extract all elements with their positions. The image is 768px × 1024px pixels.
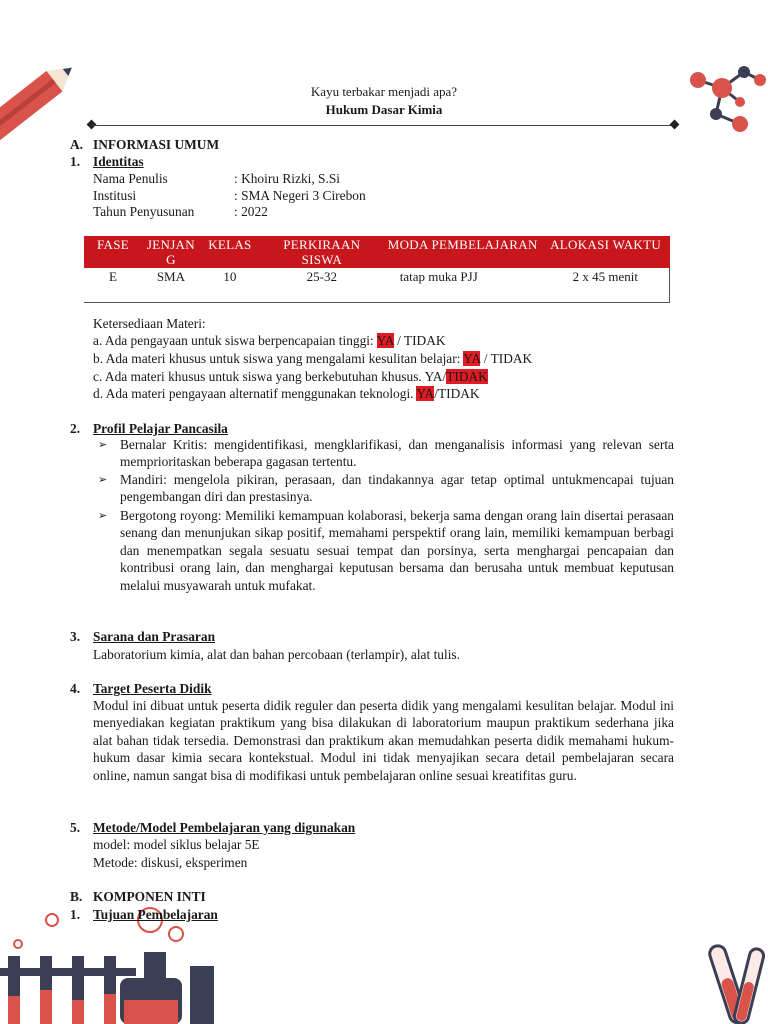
title-divider: [92, 125, 674, 126]
ketersediaan-c: [93, 368, 488, 386]
table-cell: SMA: [142, 268, 200, 303]
tujuan-number: 1.: [70, 907, 81, 922]
table-row: [84, 268, 670, 303]
bullet-arrow-icon: ➢: [98, 510, 108, 522]
bullet-arrow-icon: ➢: [98, 474, 108, 486]
sarana-text: Laboratorium kimia, alat dan bahan percobaan (terlampir), alat tulis.: [93, 647, 460, 662]
identitas-label-tahun: Tahun Penyusunan: [93, 204, 195, 219]
metode-metode: Metode: diskusi, eksperimen: [93, 855, 248, 870]
document-subtitle: Kayu terbakar menjadi apa?: [310, 84, 458, 99]
highlight-ya: YA: [463, 351, 481, 366]
ketersediaan-d-rest: /TIDAK: [434, 386, 480, 401]
ketersediaan-b: [93, 350, 532, 368]
table-cell: 2 x 45 menit: [542, 268, 670, 303]
table-header-cell: JENJAN G: [142, 236, 200, 268]
table-header-cell: ALOKASI WAKTU: [542, 236, 670, 268]
table-cell: 10: [200, 268, 260, 303]
bullet-arrow-icon: ➢: [98, 439, 108, 451]
test-tubes-icon: [704, 938, 768, 1024]
divider-right-marker: [670, 120, 680, 130]
identitas-label-institusi: Institusi: [93, 188, 137, 203]
table-header-cell: FASE: [84, 236, 142, 268]
ketersediaan-d-text: d. Ada materi pengayaan alternatif menggunakan teknologi.: [93, 386, 417, 401]
info-table-header: [84, 236, 670, 268]
ketersediaan-b-text: b. Ada materi khusus untuk siswa yang mengalami kesulitan belajar:: [93, 351, 464, 366]
target-text: Modul ini dibuat untuk peserta didik reguler dan peserta didik yang mengalami kesulitan belajar. Modul ini menyediakan kegiatan praktikum yang bisa dilakukan di laboratorium maupun praktikum sederhana jika alat bahan tidak tersedia. Demonstrasi dan praktikum akan memudahkan peserta didik memahami hukum-hukum dasar kimia secara kontekstual. Modul ini tidak menyajikan secara detail pembelajaran secara online, namun sangat bisa di modifikasi untuk pembelajaran online sesuai kreatifitas guru.: [93, 698, 674, 783]
identitas-label-penulis: Nama Penulis: [93, 171, 168, 186]
document-title: Hukum Dasar Kimia: [325, 102, 443, 117]
section-a-title: INFORMASI UMUM: [93, 137, 220, 152]
table-cell: E: [84, 268, 142, 303]
sarana-number: 3.: [70, 629, 81, 644]
info-table: [84, 236, 670, 303]
table-cell: tatap muka PJJ: [384, 268, 542, 303]
profil-heading: Profil Pelajar Pancasila: [93, 421, 228, 436]
sarana-heading: Sarana dan Prasaran: [93, 629, 216, 644]
target-number: 4.: [70, 681, 81, 696]
identitas-value-penulis: : Khoiru Rizki, S.Si: [234, 171, 341, 186]
identitas-number: 1.: [70, 154, 81, 169]
ketersediaan-a-text: a. Ada pengayaan untuk siswa berpencapaian tinggi:: [93, 333, 377, 348]
ketersediaan-d: [93, 385, 480, 403]
section-b-label: B.: [70, 889, 83, 904]
ketersediaan-c-text: c. Ada materi khusus untuk siswa yang berkebutuhan khusus. YA/: [93, 369, 447, 384]
section-a-label: A.: [70, 137, 84, 152]
section-b-title: KOMPONEN INTI: [93, 889, 206, 904]
ketersediaan-a-rest: / TIDAK: [393, 333, 446, 348]
highlight-ya: YA: [416, 386, 435, 401]
identitas-value-tahun: : 2022: [234, 204, 268, 219]
table-header-cell: MODA PEMBELAJARAN: [384, 236, 542, 268]
table-cell: 25-32: [260, 268, 384, 303]
tujuan-heading: Tujuan Pembelajaran: [93, 907, 218, 922]
identitas-value-institusi: : SMA Negeri 3 Cirebon: [234, 188, 366, 203]
highlight-tidak: TIDAK: [446, 369, 488, 384]
table-header-cell: KELAS: [200, 236, 260, 268]
profil-item: Bernalar Kritis: mengidentifikasi, mengklarifikasi, dan menganalisis informasi yang relevan serta memprioritaskan beberapa gagasan tertentu.: [120, 437, 674, 470]
highlight-ya: YA: [376, 333, 394, 348]
metode-heading: Metode/Model Pembelajaran yang digunakan: [93, 820, 356, 835]
ketersediaan-heading: Ketersediaan Materi:: [93, 316, 206, 331]
identitas-heading: Identitas: [93, 154, 144, 169]
table-header-cell: PERKIRAAN SISWA: [260, 236, 384, 268]
profil-number: 2.: [70, 421, 81, 436]
ketersediaan-a: [93, 332, 446, 350]
profil-item: Mandiri: mengelola pikiran, perasaan, dan tindakannya agar tetap optimal untukmencapai tujuan pengembangan diri dan prestasinya.: [120, 472, 674, 505]
target-heading: Target Peserta Didik: [93, 681, 212, 696]
metode-model: model: model siklus belajar 5E: [93, 837, 260, 852]
profil-item: Bergotong royong: Memiliki kemampuan kolaborasi, bekerja sama dengan orang lain disertai perasaan senang dan menunjukan sikap positif, memahami perspektif orang lain, memiliki kemampuan berbagi dan menempatkan segala sesuatu sesuai tempat dan porsinya, serta menghargai pencapaian dan kontribusi orang lain, dan menghargai keputusan bersama dan berusaha untuk membuat keputusan melalui musyawarah untuk mufakat.: [120, 508, 674, 593]
ketersediaan-b-rest: / TIDAK: [480, 351, 533, 366]
metode-number: 5.: [70, 820, 81, 835]
